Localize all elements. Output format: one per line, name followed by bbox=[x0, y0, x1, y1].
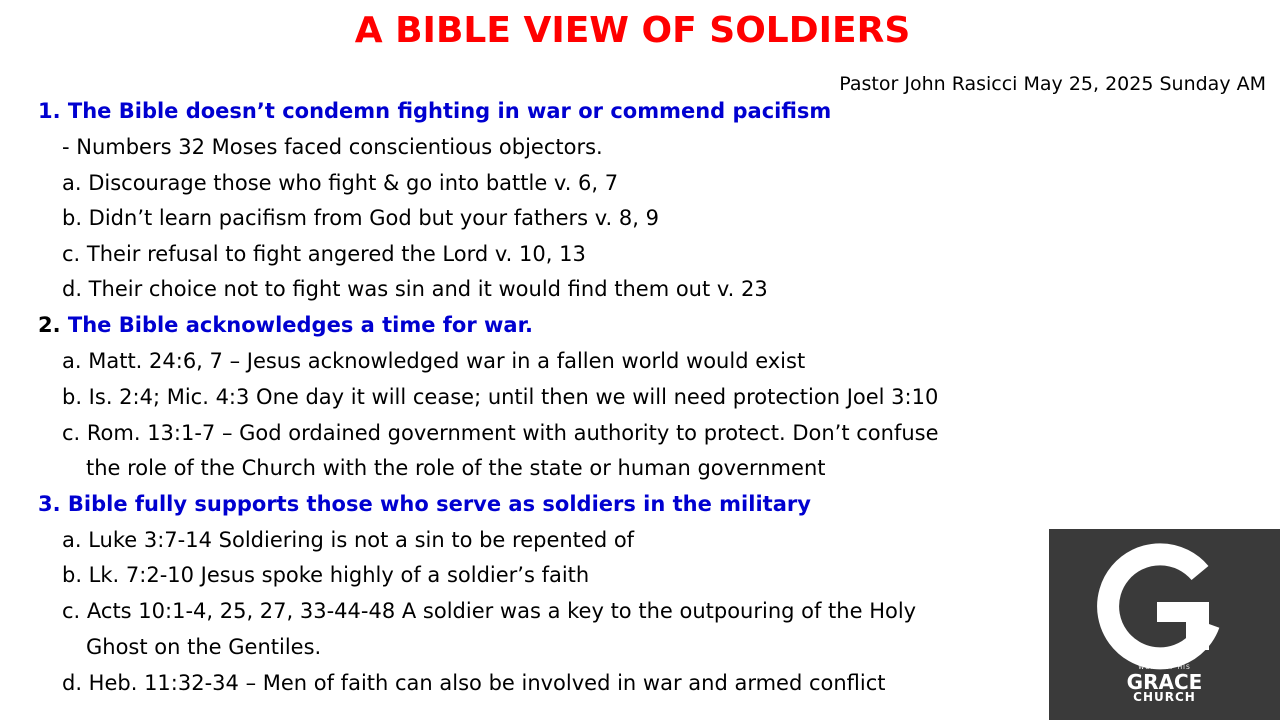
section-heading-text: The Bible acknowledges a time for war. bbox=[67, 313, 533, 337]
grace-church-logo bbox=[1049, 529, 1280, 720]
section-1-line-2: a. Discourage those who fight & go into battle v. 6, 7 bbox=[62, 171, 619, 195]
section-3-line-4: Ghost on the Gentiles. bbox=[86, 635, 322, 659]
section-1-line-1: - Numbers 32 Moses faced conscientious objectors. bbox=[62, 135, 603, 159]
section-heading-text: Bible fully supports those who serve as soldiers in the military bbox=[67, 492, 811, 516]
section-3-line-3: c. Acts 10:1-4, 25, 27, 33-44-48 A soldier was a key to the outpouring of the Holy bbox=[62, 599, 917, 623]
section-1-line-3: b. Didn’t learn pacifism from God but your fathers v. 8, 9 bbox=[62, 206, 659, 230]
slide-title: A BIBLE VIEW OF SOLDIERS bbox=[354, 10, 911, 51]
section-3-line-2: b. Lk. 7:2-10 Jesus spoke highly of a soldier’s faith bbox=[62, 563, 590, 587]
section-3-heading bbox=[38, 491, 811, 517]
section-2-line-2: b. Is. 2:4; Mic. 4:3 One day it will cease; until then we will need protection Joel 3:10 bbox=[62, 385, 939, 409]
logo-name: GRACE bbox=[1126, 670, 1203, 694]
section-2-line-4: the role of the Church with the role of the state or human government bbox=[86, 456, 826, 480]
section-1-line-4: c. Their refusal to fight angered the Lord v. 10, 13 bbox=[62, 242, 586, 266]
section-heading-text: The Bible doesn’t condemn fighting in war or commend pacifism bbox=[67, 99, 832, 123]
logo-tagline: WORD OF HIS bbox=[1138, 664, 1191, 671]
section-3-line-1: a. Luke 3:7-14 Soldiering is not a sin to be repented of bbox=[62, 528, 635, 552]
section-2-line-3: c. Rom. 13:1-7 – God ordained government with authority to protect. Don’t confuse bbox=[62, 421, 939, 445]
section-2-line-1: a. Matt. 24:6, 7 – Jesus acknowledged war in a fallen world would exist bbox=[62, 349, 806, 373]
section-number: 2. bbox=[38, 313, 61, 337]
section-number: 3. bbox=[38, 492, 61, 516]
byline: Pastor John Rasicci May 25, 2025 Sunday AM bbox=[839, 73, 1266, 95]
section-1-heading bbox=[38, 98, 831, 124]
logo-subname: CHURCH bbox=[1133, 690, 1196, 704]
section-3-line-5: d. Heb. 11:32-34 – Men of faith can also be involved in war and armed conflict bbox=[62, 671, 886, 695]
section-number: 1. bbox=[38, 99, 61, 123]
section-2-heading bbox=[38, 312, 533, 338]
section-1-line-5: d. Their choice not to fight was sin and it would find them out v. 23 bbox=[62, 277, 768, 301]
